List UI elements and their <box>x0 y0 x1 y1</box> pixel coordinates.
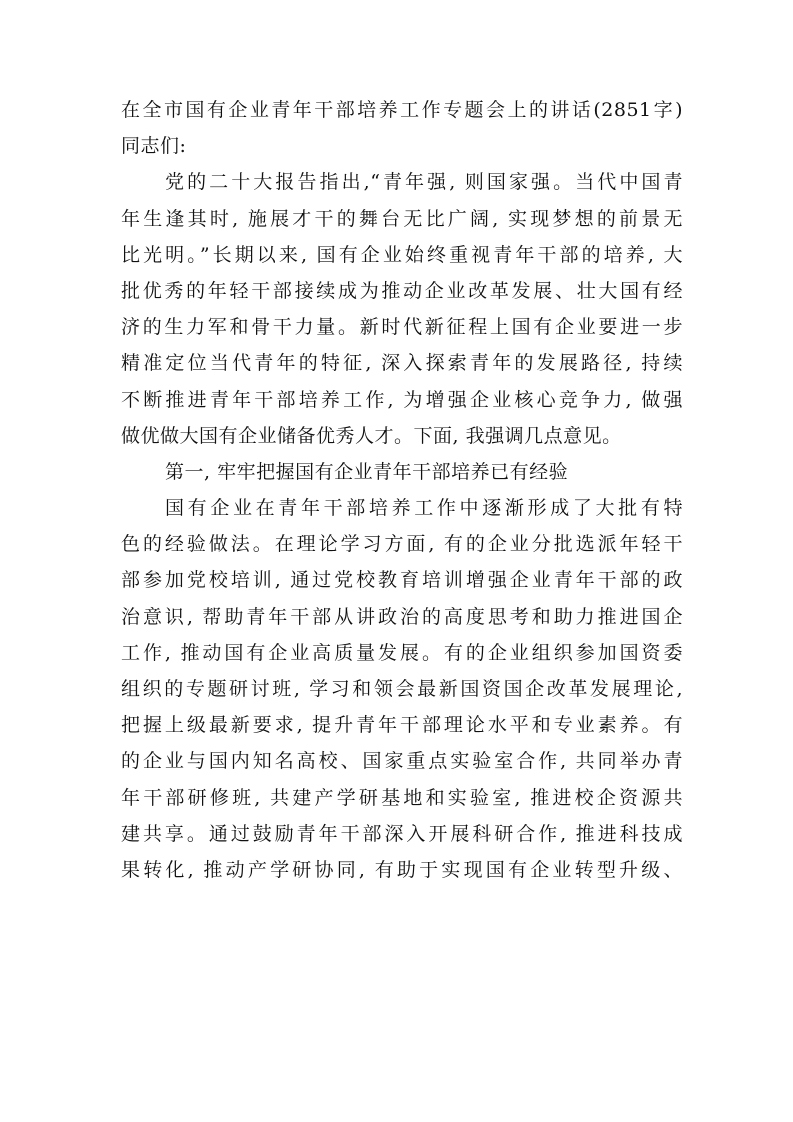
salutation: 同志们: <box>121 135 187 158</box>
paragraph-line: 济的生力军和骨干力量。新时代新征程上国有企业要进一步 <box>121 316 683 339</box>
section-heading: 第一, 牢牢把握国有企业青年干部培养已有经验 <box>165 460 569 483</box>
paragraph-line: 国有企业在青年干部培养工作中逐渐形成了大批有特 <box>165 497 683 520</box>
paragraph-line: 果转化, 推动产学研协同, 有助于实现国有企业转型升级、 <box>121 858 683 881</box>
paragraph-intro <box>121 164 683 454</box>
section-heading-first <box>121 454 683 490</box>
paragraph-line: 工作, 推动国有企业高质量发展。有的企业组织参加国资委 <box>121 641 683 664</box>
paragraph-line: 色的经验做法。在理论学习方面, 有的企业分批选派年轻干 <box>121 533 683 556</box>
paragraph-line: 年干部研修班, 共建产学研基地和实验室, 推进校企资源共 <box>121 786 683 809</box>
paragraph-line: 批优秀的年轻干部接续成为推动企业改革发展、壮大国有经 <box>121 279 683 302</box>
paragraph-line: 部参加党校培训, 通过党校教育培训增强企业青年干部的政 <box>121 569 683 592</box>
speech-title: 在全市国有企业青年干部培养工作专题会上的讲话(2851字) <box>121 99 683 121</box>
document-body <box>121 92 683 888</box>
paragraph-line: 不断推进青年干部培养工作, 为增强企业核心竞争力, 做强 <box>121 388 683 411</box>
paragraph-line: 组织的专题研讨班, 学习和领会最新国资国企改革发展理论, <box>121 678 683 700</box>
paragraph-line: 做优做大国有企业储备优秀人才。下面, 我强调几点意见。 <box>121 424 622 447</box>
paragraph-line: 把握上级最新要求, 提升青年干部理论水平和专业素养。有 <box>121 714 683 737</box>
paragraph-line: 的企业与国内知名高校、国家重点实验室合作, 共同举办青 <box>121 750 683 773</box>
paragraph-line: 建共享。通过鼓励青年干部深入开展科研合作, 推进科技成 <box>121 822 683 845</box>
paragraph-line: 治意识, 帮助青年干部从讲政治的高度思考和助力推进国企 <box>121 605 683 628</box>
paragraph-line: 党的二十大报告指出,“青年强, 则国家强。当代中国青 <box>165 171 683 194</box>
paragraph-line: 比光明。”长期以来, 国有企业始终重视青年干部的培养, 大 <box>121 243 683 266</box>
paragraph-line: 年生逢其时, 施展才干的舞台无比广阔, 实现梦想的前景无 <box>121 207 683 230</box>
paragraph-experience <box>121 490 683 888</box>
paragraph-line: 精准定位当代青年的特征, 深入探索青年的发展路径, 持续 <box>121 352 683 375</box>
